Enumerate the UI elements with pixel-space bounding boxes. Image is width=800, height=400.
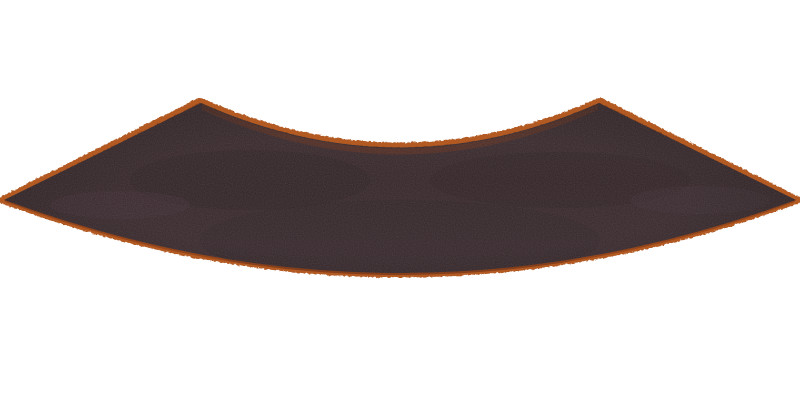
band-grain [4,103,796,273]
